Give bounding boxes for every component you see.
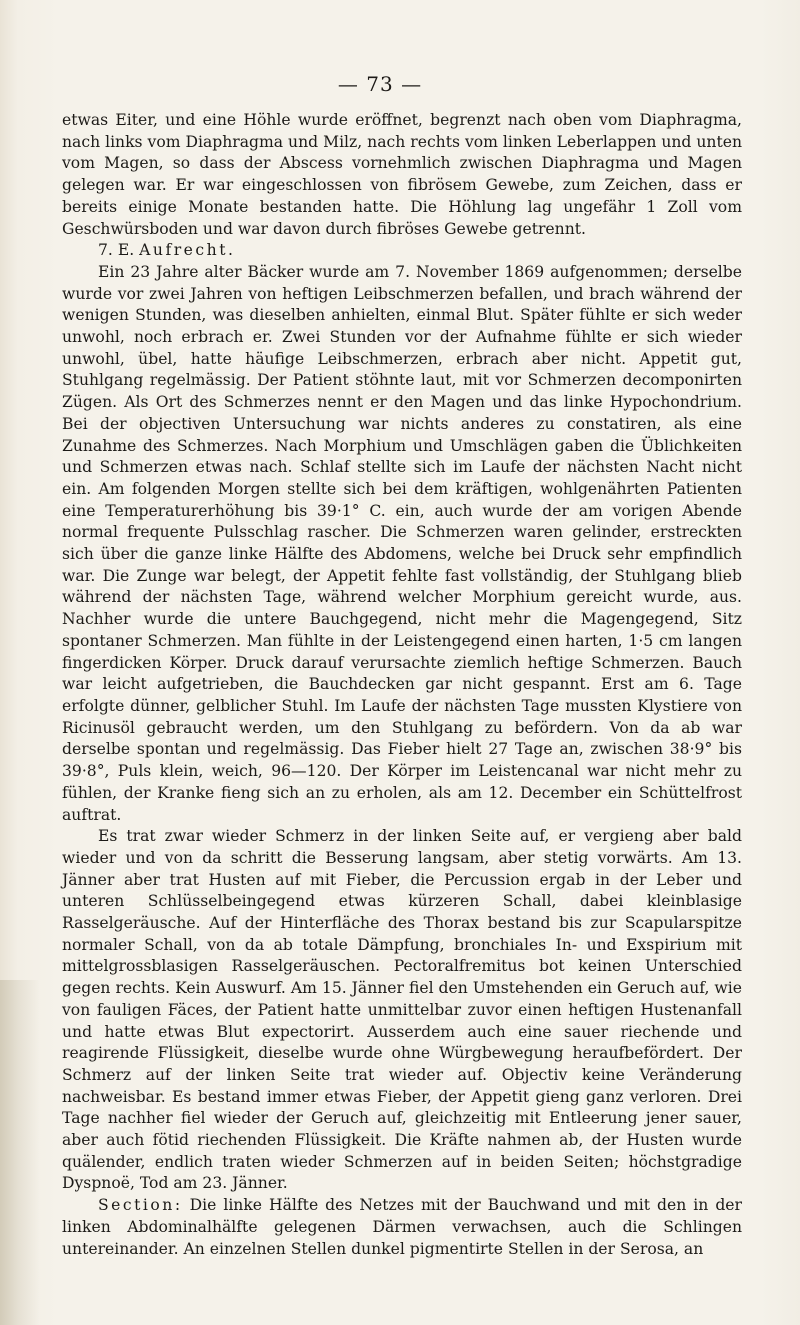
paragraph-course: Es trat zwar wieder Schmerz in der linken Seite auf, er vergieng aber bald wieder und von da schritt die Besserung langsam, aber stetig vorwärts. Am 13. Jänner aber trat Husten auf mit Fieber, die Percussion ergab in der Leber und unteren Schlüsselbeingegend etwas kürzeren Schall, dabei kleinblasige Rasselgeräusche. Auf der Hinterfläche des Thorax bestand bis zur Scapularspitze normaler Schall, von da ab totale Dämpfung, bronchiales In- und Exspirium mit mittelgrossblasigen Rasselgeräuschen. Pectoralfremitus bot keinen Unterschied gegen rechts. Kein Auswurf. Am 15. Jänner fiel den Umstehenden ein Geruch auf, wie von fauligen Fäces, der Patient hatte unmittelbar zuvor einen heftigen Hustenanfall und hatte etwas Blut expectorirt. Ausserdem auch eine sauer riechende und reagirende Flüssigkeit, dieselbe wurde ohne Würgbewegung heraufbefördert. Der Schmerz auf der linken Seite trat wieder auf. Objectiv keine Veränderung nachweisbar. Es bestand immer etwas Fieber, der Appetit gieng ganz verloren. Drei Tage nachher fiel wieder der Geruch auf, gleichzeitig mit Entleerung jener sauer, aber auch fötid riechenden Flüssigkeit. Die Kräfte nahmen ab, der Husten wurde quälender, endlich traten wieder Schmerzen auf in beiden Seiten; höchstgradige Dyspnoë, Tod am 23. Jänner. xyxy=(62,827,742,1193)
case-number: 7. E. xyxy=(98,241,135,260)
case-heading xyxy=(62,240,742,262)
body-text xyxy=(62,110,742,1260)
page-number: — 73 — xyxy=(337,72,423,96)
case-name: Aufrecht. xyxy=(139,241,236,260)
section-text: Die linke Hälfte des Netzes mit der Bauchwand und mit den in der linken Abdominalhälfte gelegenen Därmen verwachsen, auch die Schlingen untereinander. An einzelnen Stellen dunkel pigmentirte Stellen in der Serosa, an xyxy=(62,1196,742,1258)
section-label: Section: xyxy=(98,1196,183,1215)
paragraph-case-history: Ein 23 Jahre alter Bäcker wurde am 7. November 1869 aufgenommen; derselbe wurde vor zwei Jahren von heftigen Leibschmerzen befallen, und brach während der wenigen Stunden, was dieselben anhielten, einmal Blut. Später fühlte er sich weder unwohl, noch erbrach er. Zwei Stunden vor der Aufnahme fühlte er sich wieder unwohl, übel, hatte häufige Leibschmerzen, erbrach aber nicht. Appetit gut, Stuhlgang regelmässig. Der Patient stöhnte laut, mit vor Schmerzen decomponirten Zügen. Als Ort des Schmerzes nennt er den Magen und das linke Hypochondrium. Bei der objectiven Untersuchung war nichts anderes zu constatiren, als eine Zunahme des Schmerzes. Nach Morphium und Umschlägen gaben die Üblichkeiten und Schmerzen etwas nach. Schlaf stellte sich im Laufe der nächsten Nacht nicht ein. Am folgenden Morgen stellte sich bei dem kräftigen, wohlgenährten Patienten eine Temperaturerhöhung bis 39·1° C. ein, auch wurde der am vorigen Abende normal frequente Pulsschlag rascher. Die Schmerzen waren gelinder, erstreckten sich über die ganze linke Hälfte des Abdomens, welche bei Druck sehr empfindlich war. Die Zunge war belegt, der Appetit fehlte fast vollständig, der Stuhlgang blieb während der nächsten Tage, während welcher Morphium gereicht wurde, aus. Nachher wurde die untere Bauchgegend, nicht mehr die Magengegend, Sitz spontaner Schmerzen. Man fühlte in der Leistengegend einen harten, 1·5 cm langen fingerdicken Körper. Druck darauf verursachte ziemlich heftige Schmerzen. Bauch war leicht aufgetrieben, die Bauchdecken gar nicht gespannt. Erst am 6. Tage erfolgte dünner, gelblicher Stuhl. Im Laufe der nächsten Tage mussten Klystiere von Ricinusöl gebraucht werden, um den Stuhlgang zu befördern. Von da ab war derselbe spontan und regelmässig. Das Fieber hielt 27 Tage an, zwischen 38·9° bis 39·8°, Puls klein, weich, 96—120. Der Körper im Leistencanal war nicht mehr zu fühlen, der Kranke fieng sich an zu erholen, als am 12. December ein Schüttelfrost auftrat. xyxy=(62,262,742,824)
paragraph-abscess-continuation: etwas Eiter, und eine Höhle wurde eröffnet, begrenzt nach oben vom Diaphragma, nach links vom Diaphragma und Milz, nach rechts vom linken Leberlappen und unten vom Magen, so dass der Abscess vornehmlich zwischen Diaphragma und Magen gelegen war. Er war eingeschlossen von fibrösem Gewebe, zum Zeichen, dass er bereits einige Monate bestanden hatte. Die Höhlung lag ungefähr 1 Zoll vom Geschwürsboden und war davon durch fibröses Gewebe getrennt. xyxy=(62,111,742,238)
paragraph-section xyxy=(62,1195,742,1260)
page-edge-shadow xyxy=(0,980,40,1325)
